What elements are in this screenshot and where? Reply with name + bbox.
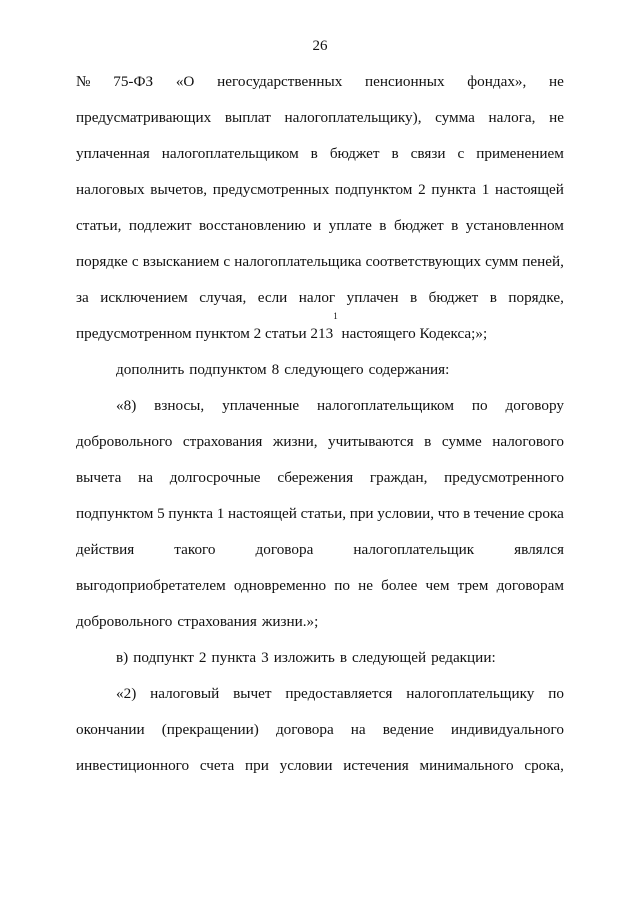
word: срока, [524, 757, 564, 774]
word: выплат [224, 109, 271, 126]
word: чем [425, 577, 450, 594]
text-line [76, 280, 564, 316]
word: порядке, [508, 289, 564, 306]
word: что [437, 505, 460, 522]
word: в) [116, 649, 129, 666]
word: счета [199, 757, 235, 774]
word: в [379, 217, 387, 234]
word: в [424, 433, 432, 450]
word: налогоплательщик [353, 541, 475, 558]
word: действия [76, 541, 135, 558]
word: договорам [496, 577, 564, 594]
word: «8) [116, 397, 137, 414]
word: если [257, 289, 288, 306]
word: окончании [76, 721, 145, 738]
text-line [76, 496, 564, 532]
word: сумма [435, 109, 475, 126]
line-text-tail: настоящего Кодекса;»; [337, 325, 488, 342]
word: подпункт [133, 649, 194, 666]
word: порядке [76, 253, 128, 270]
word: 1 [481, 181, 490, 198]
text-line [76, 352, 564, 388]
word: ведение [382, 721, 434, 738]
word: бюджет [329, 145, 380, 162]
word: предусмотренного [444, 469, 564, 486]
word: 2 [198, 649, 207, 666]
word: на [350, 721, 366, 738]
word: пункта [211, 649, 257, 666]
text-line [76, 568, 564, 604]
word: бюджет [393, 217, 444, 234]
text-line [76, 640, 564, 676]
word: установленном [465, 217, 564, 234]
word: граждан, [369, 469, 428, 486]
text-line [76, 460, 564, 496]
word: договора [255, 541, 314, 558]
text-line [76, 244, 564, 280]
word: редакции: [431, 649, 496, 666]
word: предусматривающих [76, 109, 212, 126]
word: (прекращении) [161, 721, 259, 738]
word: содержания: [368, 361, 450, 378]
text-line [76, 676, 564, 712]
text-line [76, 748, 564, 784]
word: налоговых [76, 181, 145, 198]
text-line [76, 604, 564, 640]
text-line [76, 172, 564, 208]
word: не [549, 73, 564, 90]
word: жизни, [272, 433, 318, 450]
word: взысканием [142, 253, 220, 270]
word: подпунктом [76, 505, 154, 522]
word: сбережения [277, 469, 354, 486]
word: по [471, 397, 488, 414]
word: учитываются [328, 433, 414, 450]
word: налогоплательщика [234, 253, 362, 270]
word: в [310, 145, 318, 162]
word: вычет [233, 685, 272, 702]
word: налогоплательщиком [161, 145, 299, 162]
word: на [138, 469, 153, 486]
word: более [381, 577, 418, 594]
word: в [489, 289, 497, 306]
text-line [76, 532, 564, 568]
word: выгодоприобретателем [76, 577, 226, 594]
word: уплате [328, 217, 372, 234]
word: условии, [377, 505, 434, 522]
word: соответствующих [365, 253, 481, 270]
word: трем [457, 577, 489, 594]
word: подлежит [128, 217, 192, 234]
word: 8 [271, 361, 280, 378]
word: в [391, 145, 399, 162]
word: в [451, 217, 459, 234]
word: при [245, 757, 269, 774]
text-line [76, 424, 564, 460]
word: условии [279, 757, 333, 774]
word: предоставляется [285, 685, 393, 702]
word: вычетов, [150, 181, 208, 198]
word: следующей [351, 649, 427, 666]
word: уплаченная [76, 145, 150, 162]
word: 5 [157, 505, 165, 522]
word: 2 [418, 181, 426, 198]
word: с [131, 253, 139, 270]
word: бюджет [428, 289, 479, 306]
word: пеней, [522, 253, 564, 270]
word: исключением [100, 289, 188, 306]
word: налог [298, 289, 336, 306]
word: пенсионных [365, 73, 445, 90]
text-line [76, 208, 564, 244]
word: течение [473, 505, 525, 522]
word: в [339, 649, 347, 666]
word: являлся [514, 541, 564, 558]
word: восстановлению [198, 217, 306, 234]
word: договору [505, 397, 564, 414]
word: долгосрочные [169, 469, 261, 486]
word: по [334, 577, 351, 594]
word: 1 [216, 505, 225, 522]
word: «2) [116, 685, 137, 702]
word: пункта [168, 505, 213, 522]
word: индивидуального [450, 721, 564, 738]
text-line [76, 100, 564, 136]
text-line [76, 712, 564, 748]
word: изложить [273, 649, 335, 666]
word: предусмотренных [212, 181, 330, 198]
word: и [313, 217, 322, 234]
word: следующего [284, 361, 364, 378]
word: связи [410, 145, 446, 162]
word: сумм [485, 253, 519, 270]
word: уплаченные [222, 397, 300, 414]
word: инвестиционного [76, 757, 190, 774]
word: налогового [492, 433, 564, 450]
word: фондах», [467, 73, 527, 90]
text-line [76, 388, 564, 424]
word: страхования [177, 613, 257, 630]
word: с [223, 253, 231, 270]
word: одновременно [233, 577, 327, 594]
word: подпунктом [335, 181, 413, 198]
word: статьи, [300, 505, 346, 522]
document-body [76, 64, 564, 784]
word: применением [476, 145, 564, 162]
word: минимального [419, 757, 514, 774]
word: 3 [261, 649, 269, 666]
text-line [76, 64, 564, 100]
word: пункта [431, 181, 476, 198]
word: с [457, 145, 465, 162]
word: при [349, 505, 374, 522]
word: истечения [343, 757, 409, 774]
word: вычета [76, 469, 122, 486]
word: 75-ФЗ [113, 73, 154, 90]
word: подпунктом [189, 361, 267, 378]
word: налогоплательщику), [284, 109, 422, 126]
word: добровольного [76, 613, 173, 630]
page-number: 26 [312, 38, 328, 54]
word: такого [174, 541, 216, 558]
word: налоговый [150, 685, 220, 702]
word: в [463, 505, 471, 522]
word: сумме [441, 433, 482, 450]
text-line [76, 136, 564, 172]
word: в [409, 289, 418, 306]
word: налогоплательщику [406, 685, 535, 702]
text-line [76, 311, 564, 352]
word: негосударственных [217, 73, 343, 90]
superscript: 1 [333, 311, 338, 321]
word: «О [175, 73, 195, 90]
word: № [76, 73, 91, 90]
word: статьи, [76, 217, 122, 234]
word: страхования [182, 433, 263, 450]
word: уплачен [346, 289, 399, 306]
word: налогоплательщиком [317, 397, 454, 414]
line-text: предусмотренном пунктом 2 статьи 213 [76, 325, 334, 342]
word: за [76, 289, 89, 306]
word: настоящей [495, 181, 564, 198]
word: по [548, 685, 564, 702]
word: жизни.»; [261, 613, 319, 630]
word: договора [275, 721, 334, 738]
word: случая, [199, 289, 247, 306]
word: срока [528, 505, 564, 522]
word: налога, [488, 109, 536, 126]
word: настоящей [227, 505, 297, 522]
word: не [358, 577, 374, 594]
word: дополнить [116, 361, 185, 378]
word: взносы, [154, 397, 205, 414]
word: добровольного [76, 433, 173, 450]
word: не [549, 109, 564, 126]
